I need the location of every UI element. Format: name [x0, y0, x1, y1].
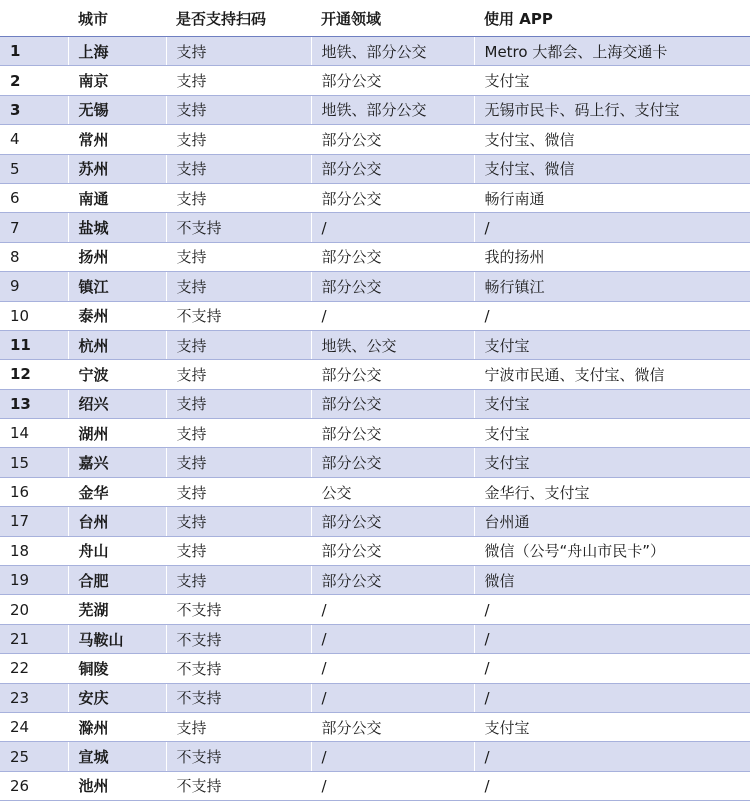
row-index-cell: 18 [0, 536, 68, 565]
row-index-cell: 12 [0, 360, 68, 389]
header-scan-support: 是否支持扫码 [166, 0, 311, 37]
header-app: 使用 APP [474, 0, 750, 37]
scan-support-cell: 不支持 [166, 771, 311, 800]
city-cell: 湖州 [68, 419, 166, 448]
row-index-cell: 13 [0, 389, 68, 418]
app-cell: 支付宝 [474, 448, 750, 477]
city-cell: 镇江 [68, 272, 166, 301]
scope-cell: / [311, 213, 474, 242]
scope-cell: / [311, 742, 474, 771]
scope-cell: 部分公交 [311, 154, 474, 183]
row-index-cell: 19 [0, 566, 68, 595]
table-row [0, 154, 750, 183]
scan-support-cell: 支持 [166, 125, 311, 154]
city-cell: 宁波 [68, 360, 166, 389]
city-cell: 铜陵 [68, 654, 166, 683]
row-index-cell: 15 [0, 448, 68, 477]
app-cell: 支付宝 [474, 66, 750, 95]
scan-support-cell: 不支持 [166, 742, 311, 771]
row-index-cell: 23 [0, 683, 68, 712]
scan-support-cell: 支持 [166, 712, 311, 741]
row-index-cell: 21 [0, 624, 68, 653]
scope-cell: 部分公交 [311, 536, 474, 565]
table-row [0, 95, 750, 124]
scan-support-cell: 不支持 [166, 301, 311, 330]
scope-cell: 部分公交 [311, 507, 474, 536]
table-row [0, 683, 750, 712]
app-cell: / [474, 654, 750, 683]
app-cell: 支付宝 [474, 712, 750, 741]
header-city: 城市 [68, 0, 166, 37]
table-row [0, 477, 750, 506]
row-index-cell: 6 [0, 183, 68, 212]
city-cell: 南京 [68, 66, 166, 95]
scope-cell: 部分公交 [311, 712, 474, 741]
scope-cell: 公交 [311, 477, 474, 506]
row-index-cell: 9 [0, 272, 68, 301]
row-index-cell: 16 [0, 477, 68, 506]
scan-support-cell: 不支持 [166, 213, 311, 242]
city-cell: 舟山 [68, 536, 166, 565]
app-cell: 畅行南通 [474, 183, 750, 212]
scope-cell: 部分公交 [311, 66, 474, 95]
city-cell: 马鞍山 [68, 624, 166, 653]
table-body [0, 37, 750, 801]
app-cell: / [474, 683, 750, 712]
scan-support-cell: 支持 [166, 272, 311, 301]
scan-support-cell: 支持 [166, 66, 311, 95]
row-index-cell: 8 [0, 242, 68, 271]
scope-cell: / [311, 624, 474, 653]
app-cell: / [474, 595, 750, 624]
city-cell: 金华 [68, 477, 166, 506]
scan-support-cell: 支持 [166, 448, 311, 477]
scope-cell: 部分公交 [311, 389, 474, 418]
row-index-cell: 14 [0, 419, 68, 448]
scope-cell: 部分公交 [311, 272, 474, 301]
scope-cell: 地铁、公交 [311, 330, 474, 359]
row-index-cell: 3 [0, 95, 68, 124]
app-cell: 无锡市民卡、码上行、支付宝 [474, 95, 750, 124]
table-row [0, 213, 750, 242]
scope-cell: 部分公交 [311, 419, 474, 448]
scan-support-cell: 支持 [166, 419, 311, 448]
table-row [0, 125, 750, 154]
city-cell: 合肥 [68, 566, 166, 595]
table-row [0, 389, 750, 418]
row-index-cell: 5 [0, 154, 68, 183]
row-index-cell: 2 [0, 66, 68, 95]
scan-support-cell: 支持 [166, 330, 311, 359]
scan-support-cell: 支持 [166, 536, 311, 565]
app-cell: 支付宝、微信 [474, 154, 750, 183]
city-cell: 常州 [68, 125, 166, 154]
table-row [0, 566, 750, 595]
app-cell: / [474, 624, 750, 653]
scan-support-cell: 不支持 [166, 624, 311, 653]
table-row [0, 183, 750, 212]
city-cell: 上海 [68, 37, 166, 66]
table-row [0, 360, 750, 389]
app-cell: 台州通 [474, 507, 750, 536]
city-cell: 绍兴 [68, 389, 166, 418]
city-cell: 盐城 [68, 213, 166, 242]
scan-support-cell: 支持 [166, 507, 311, 536]
scan-support-cell: 不支持 [166, 595, 311, 624]
scan-support-cell: 支持 [166, 566, 311, 595]
city-cell: 南通 [68, 183, 166, 212]
city-cell: 安庆 [68, 683, 166, 712]
table-row [0, 272, 750, 301]
table-row [0, 66, 750, 95]
row-index-cell: 11 [0, 330, 68, 359]
city-cell: 无锡 [68, 95, 166, 124]
city-cell: 苏州 [68, 154, 166, 183]
app-cell: Metro 大都会、上海交通卡 [474, 37, 750, 66]
scope-cell: 部分公交 [311, 242, 474, 271]
app-cell: 金华行、支付宝 [474, 477, 750, 506]
app-cell: 我的扬州 [474, 242, 750, 271]
app-cell: 支付宝 [474, 389, 750, 418]
app-cell: 畅行镇江 [474, 272, 750, 301]
app-cell: 支付宝、微信 [474, 125, 750, 154]
app-cell: / [474, 742, 750, 771]
app-cell: 宁波市民通、支付宝、微信 [474, 360, 750, 389]
app-cell: / [474, 301, 750, 330]
row-index-cell: 25 [0, 742, 68, 771]
scope-cell: 部分公交 [311, 566, 474, 595]
city-cell: 泰州 [68, 301, 166, 330]
scope-cell: / [311, 301, 474, 330]
row-index-cell: 4 [0, 125, 68, 154]
scan-support-cell: 支持 [166, 389, 311, 418]
city-cell: 扬州 [68, 242, 166, 271]
scope-cell: / [311, 595, 474, 624]
table-row [0, 624, 750, 653]
table-row [0, 448, 750, 477]
table-row [0, 771, 750, 800]
row-index-cell: 7 [0, 213, 68, 242]
app-cell: / [474, 771, 750, 800]
table-row [0, 330, 750, 359]
scope-cell: 部分公交 [311, 360, 474, 389]
city-cell: 滁州 [68, 712, 166, 741]
scan-support-cell: 支持 [166, 154, 311, 183]
scan-support-cell: 支持 [166, 242, 311, 271]
city-cell: 杭州 [68, 330, 166, 359]
app-cell: 微信 [474, 566, 750, 595]
header-scope: 开通领域 [311, 0, 474, 37]
scope-cell: / [311, 683, 474, 712]
scan-support-cell: 不支持 [166, 654, 311, 683]
app-cell: 微信（公号“舟山市民卡”） [474, 536, 750, 565]
app-cell: 支付宝 [474, 419, 750, 448]
header-row [0, 0, 750, 37]
scan-support-cell: 支持 [166, 37, 311, 66]
scope-cell: / [311, 654, 474, 683]
table-row [0, 507, 750, 536]
scan-support-cell: 支持 [166, 477, 311, 506]
row-index-cell: 22 [0, 654, 68, 683]
city-cell: 芜湖 [68, 595, 166, 624]
row-index-cell: 17 [0, 507, 68, 536]
table-row [0, 419, 750, 448]
scope-cell: 部分公交 [311, 125, 474, 154]
scan-support-cell: 支持 [166, 183, 311, 212]
city-cell: 池州 [68, 771, 166, 800]
scan-support-cell: 支持 [166, 95, 311, 124]
row-index-cell: 1 [0, 37, 68, 66]
scope-cell: / [311, 771, 474, 800]
row-index-cell: 20 [0, 595, 68, 624]
table-row [0, 242, 750, 271]
scan-support-cell: 支持 [166, 360, 311, 389]
table-row [0, 595, 750, 624]
row-index-cell: 26 [0, 771, 68, 800]
header-index [0, 0, 68, 37]
row-index-cell: 10 [0, 301, 68, 330]
table-row [0, 301, 750, 330]
city-cell: 嘉兴 [68, 448, 166, 477]
row-index-cell: 24 [0, 712, 68, 741]
scope-cell: 地铁、部分公交 [311, 95, 474, 124]
scope-cell: 部分公交 [311, 448, 474, 477]
city-cell: 宣城 [68, 742, 166, 771]
table-row [0, 712, 750, 741]
scan-support-cell: 不支持 [166, 683, 311, 712]
table-row [0, 37, 750, 66]
app-cell: 支付宝 [474, 330, 750, 359]
table-row [0, 654, 750, 683]
scope-cell: 部分公交 [311, 183, 474, 212]
table-row [0, 536, 750, 565]
city-cell: 台州 [68, 507, 166, 536]
scope-cell: 地铁、部分公交 [311, 37, 474, 66]
app-cell: / [474, 213, 750, 242]
table-row [0, 742, 750, 771]
